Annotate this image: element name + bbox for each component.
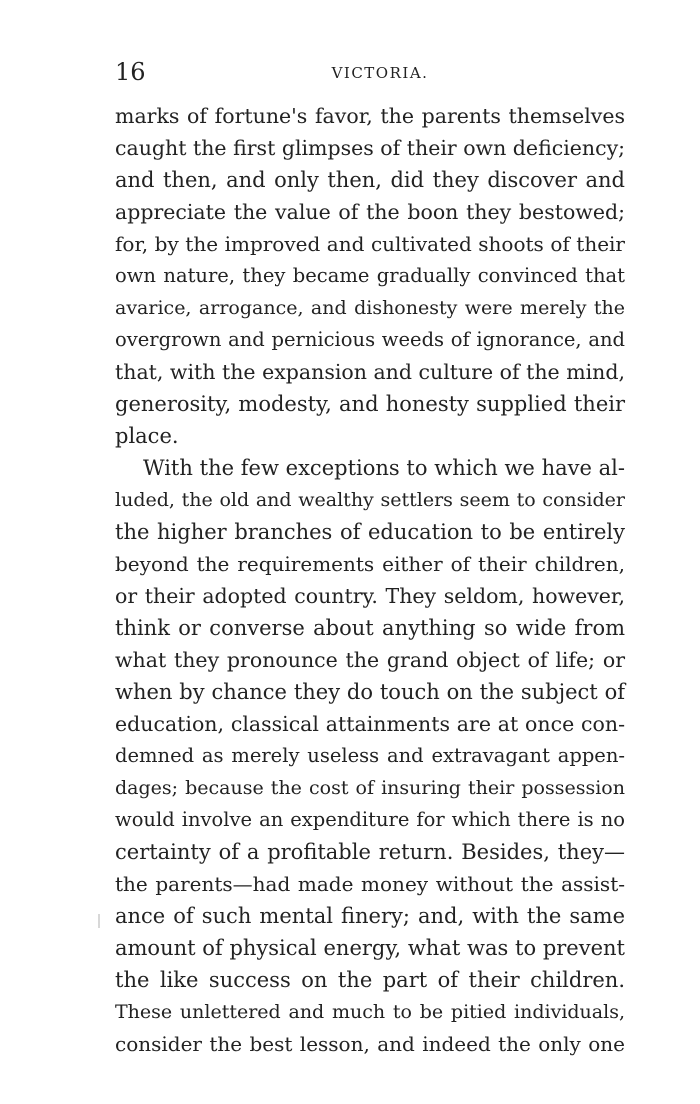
text-line: what they pronounce the grand object of life; or [115, 648, 625, 672]
paragraph-1 [115, 100, 625, 452]
text-line: marks of fortune's favor, the parents themselves [115, 104, 625, 128]
page-number: 16 [115, 58, 146, 86]
text-line: that, with the expansion and culture of the mind, [115, 360, 626, 384]
text-line: and then, and only then, did they discover and [115, 168, 625, 192]
text-line: certainty of a profitable return. Besides, they— [115, 840, 625, 864]
running-title: VICTORIA. [331, 64, 429, 82]
text-line: generosity, modesty, and honesty supplied their [115, 392, 625, 416]
text-line: own nature, they became gradually convinced that [115, 264, 625, 287]
text-line: or their adopted country. They seldom, however, [115, 584, 625, 608]
paragraph-2 [115, 452, 625, 1060]
text-line: With the few exceptions to which we have al- [143, 456, 625, 480]
text-line: dages; because the cost of insuring their possession [115, 777, 625, 799]
text-line: beyond the requirements either of their children, [115, 552, 625, 576]
text-line: when by chance they do touch on the subject of [115, 680, 625, 704]
text-line: think or converse about anything so wide from [115, 616, 625, 640]
text-line: luded, the old and wealthy settlers seem to consider [115, 489, 625, 511]
text-line: demned as merely useless and extravagant appen- [115, 744, 625, 767]
text-line: the parents—had made money without the assist- [115, 872, 625, 896]
text-line: ance of such mental finery; and, with the same [115, 904, 625, 928]
text-line: place. [115, 424, 179, 448]
text-line: would involve an expenditure for which there is no [115, 808, 625, 831]
text-line: These unlettered and much to be pitied individuals, [115, 1001, 625, 1023]
text-line: consider the best lesson, and indeed the only one [115, 1032, 625, 1056]
text-line: education, classical attainments are at once con- [115, 712, 625, 736]
page-header [115, 56, 625, 88]
text-line: the like success on the part of their children. [115, 968, 625, 992]
text-line: for, by the improved and cultivated shoots of their [115, 232, 625, 256]
text-line: the higher branches of education to be entirely [115, 520, 625, 544]
text-line: amount of physical energy, what was to prevent [115, 936, 625, 960]
margin-mark [98, 914, 100, 928]
text-line: overgrown and pernicious weeds of ignorance, and [115, 328, 625, 351]
text-line: appreciate the value of the boon they bestowed; [115, 200, 625, 224]
text-line: caught the first glimpses of their own deficiency; [115, 136, 626, 160]
text-line: avarice, arrogance, and dishonesty were merely the [115, 297, 625, 319]
body-text [115, 100, 625, 1060]
